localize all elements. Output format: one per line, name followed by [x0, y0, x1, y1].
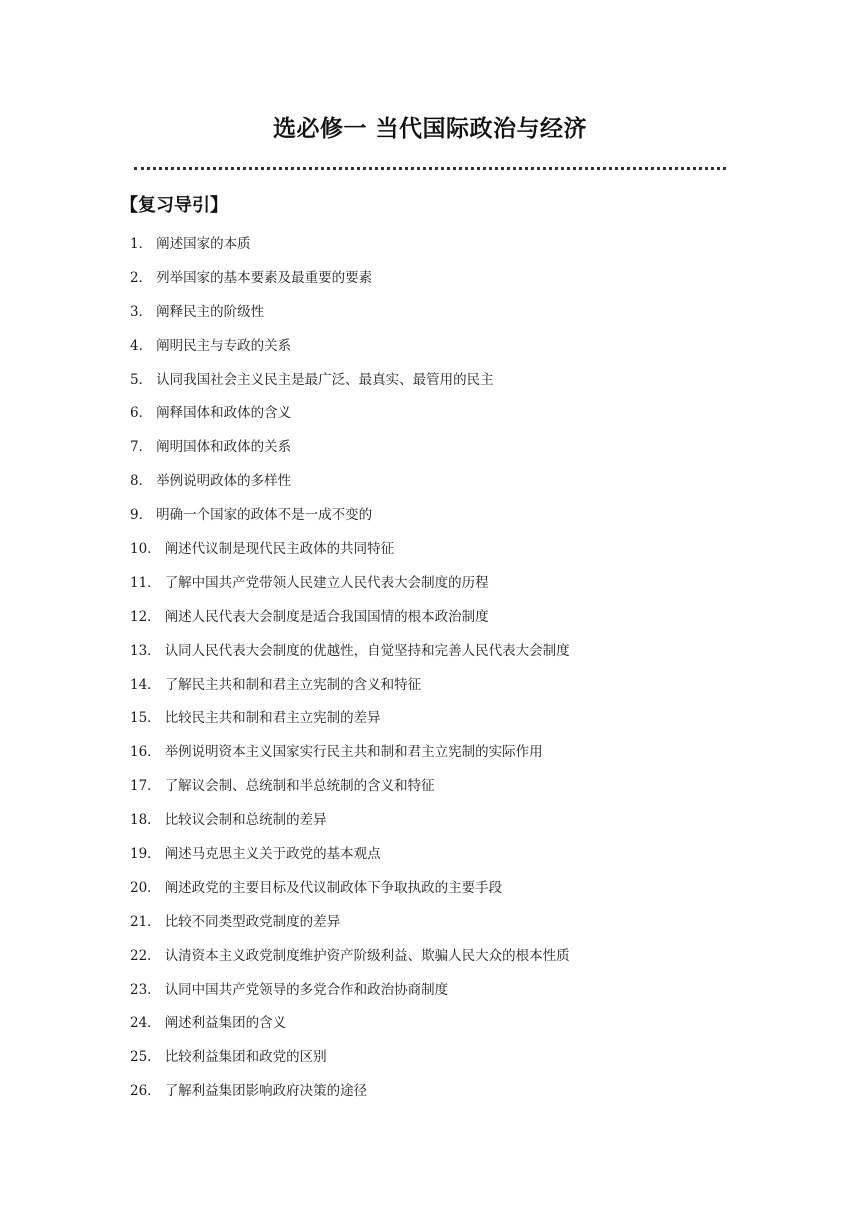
- section-heading: 【复习导引】: [120, 195, 228, 216]
- list-item: [130, 1007, 570, 1041]
- list-item-text: 阐释国体和政体的含义: [156, 405, 292, 422]
- list-item: [130, 770, 570, 804]
- list-item-number: 3．: [130, 303, 153, 320]
- list-item: [130, 228, 570, 262]
- list-item: [130, 702, 570, 736]
- list-item-text: 阐明民主与专政的关系: [156, 337, 292, 354]
- list-item-number: 9．: [130, 507, 153, 524]
- list-item-text: 认清资本主义政党制度维护资产阶级利益、欺骗人民大众的根本性质: [164, 947, 570, 964]
- list-item-text: 比较民主共和制和君主立宪制的差异: [164, 710, 381, 727]
- list-item-text: 阐述利益集团的含义: [164, 1015, 287, 1032]
- list-item-number: 5．: [130, 371, 153, 388]
- list-item-text: 认同中国共产党领导的多党合作和政治协商制度: [164, 981, 449, 998]
- list-item: [130, 397, 570, 431]
- list-item-text: 了解议会制、总统制和半总统制的含义和特征: [164, 778, 435, 795]
- list-item-text: 比较利益集团和政党的区别: [164, 1049, 327, 1066]
- list-item-number: 23．: [130, 981, 161, 998]
- dotted-divider: [134, 167, 726, 170]
- list-item-text: 明确一个国家的政体不是一成不变的: [156, 507, 373, 524]
- list-item-number: 22．: [130, 947, 161, 964]
- list-item-text: 比较不同类型政党制度的差异: [164, 913, 341, 930]
- list-item-number: 24．: [130, 1015, 161, 1032]
- list-item: [130, 940, 570, 974]
- list-item: [130, 601, 570, 635]
- list-item-number: 17．: [130, 778, 161, 795]
- list-item-number: 6．: [130, 405, 153, 422]
- list-item: [130, 906, 570, 940]
- review-guide-list: [130, 228, 570, 1109]
- page-title: 选必修一 当代国际政治与经济: [272, 116, 587, 142]
- list-item-number: 13．: [130, 642, 161, 659]
- list-item: [130, 567, 570, 601]
- list-item-number: 26．: [130, 1083, 161, 1100]
- list-item-text: 认同人民代表大会制度的优越性，自觉坚持和完善人民代表大会制度: [164, 642, 570, 659]
- list-item-number: 14．: [130, 676, 161, 693]
- list-item-number: 20．: [130, 879, 161, 896]
- list-item: [130, 736, 570, 770]
- list-item-number: 15．: [130, 710, 161, 727]
- list-item-text: 了解民主共和制和君主立宪制的含义和特征: [164, 676, 422, 693]
- list-item-text: 阐述代议制是现代民主政体的共同特征: [164, 541, 395, 558]
- list-item-text: 认同我国社会主义民主是最广泛、最真实、最管用的民主: [156, 371, 494, 388]
- list-item-number: 7．: [130, 439, 153, 456]
- list-item: [130, 669, 570, 703]
- list-item-text: 阐明国体和政体的关系: [156, 439, 292, 456]
- list-item: [130, 872, 570, 906]
- list-item-number: 18．: [130, 812, 161, 829]
- list-item: [130, 974, 570, 1008]
- list-item: [130, 499, 570, 533]
- list-item-number: 21．: [130, 913, 161, 930]
- list-item: [130, 364, 570, 398]
- list-item-number: 25．: [130, 1049, 161, 1066]
- list-item-number: 4．: [130, 337, 153, 354]
- list-item: [130, 431, 570, 465]
- list-item: [130, 1041, 570, 1075]
- list-item-text: 举例说明资本主义国家实行民主共和制和君主立宪制的实际作用: [164, 744, 543, 761]
- list-item-text: 阐述人民代表大会制度是适合我国国情的根本政治制度: [164, 608, 489, 625]
- list-item-number: 16．: [130, 744, 161, 761]
- list-item: [130, 1075, 570, 1109]
- list-item-number: 19．: [130, 846, 161, 863]
- list-item-text: 了解中国共产党带领人民建立人民代表大会制度的历程: [164, 574, 489, 591]
- list-item-number: 11．: [130, 574, 161, 591]
- list-item-text: 阐述马克思主义关于政党的基本观点: [164, 846, 381, 863]
- list-item-number: 12．: [130, 608, 161, 625]
- list-item: [130, 635, 570, 669]
- list-item: [130, 296, 570, 330]
- list-item-number: 10．: [130, 541, 161, 558]
- list-item-text: 了解利益集团影响政府决策的途径: [164, 1083, 368, 1100]
- list-item: [130, 804, 570, 838]
- list-item-number: 8．: [130, 473, 153, 490]
- list-item: [130, 465, 570, 499]
- list-item-text: 阐述国家的本质: [156, 236, 251, 252]
- list-item-number: 1．: [130, 236, 153, 252]
- list-item-text: 列举国家的基本要素及最重要的要素: [156, 269, 373, 286]
- list-item-text: 阐述政党的主要目标及代议制政体下争取执政的主要手段: [164, 879, 503, 896]
- list-item-text: 举例说明政体的多样性: [156, 473, 292, 490]
- list-item-text: 阐释民主的阶级性: [156, 303, 265, 320]
- list-item-number: 2．: [130, 269, 153, 286]
- list-item: [130, 838, 570, 872]
- list-item: [130, 533, 570, 567]
- list-item: [130, 262, 570, 296]
- list-item: [130, 330, 570, 364]
- list-item-text: 比较议会制和总统制的差异: [164, 812, 327, 829]
